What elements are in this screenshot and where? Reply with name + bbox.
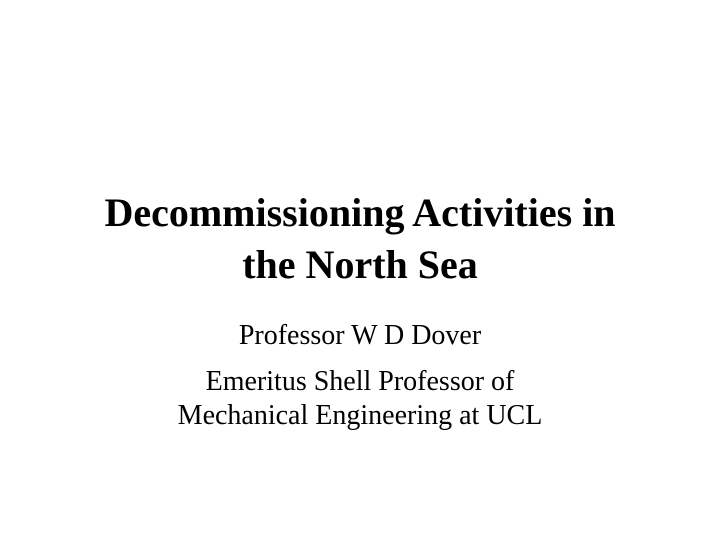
slide-title [40,187,680,291]
author-position-line-2: Mechanical Engineering at UCL [177,400,543,431]
slide-title-line-2: the North Sea [242,242,478,287]
slide-title-line-1: Decommissioning Activities in [104,190,616,235]
author-position-line-1: Emeritus Shell Professor of [205,366,515,397]
slide-subtitle [60,319,660,433]
author-name: Professor W D Dover [238,320,482,351]
